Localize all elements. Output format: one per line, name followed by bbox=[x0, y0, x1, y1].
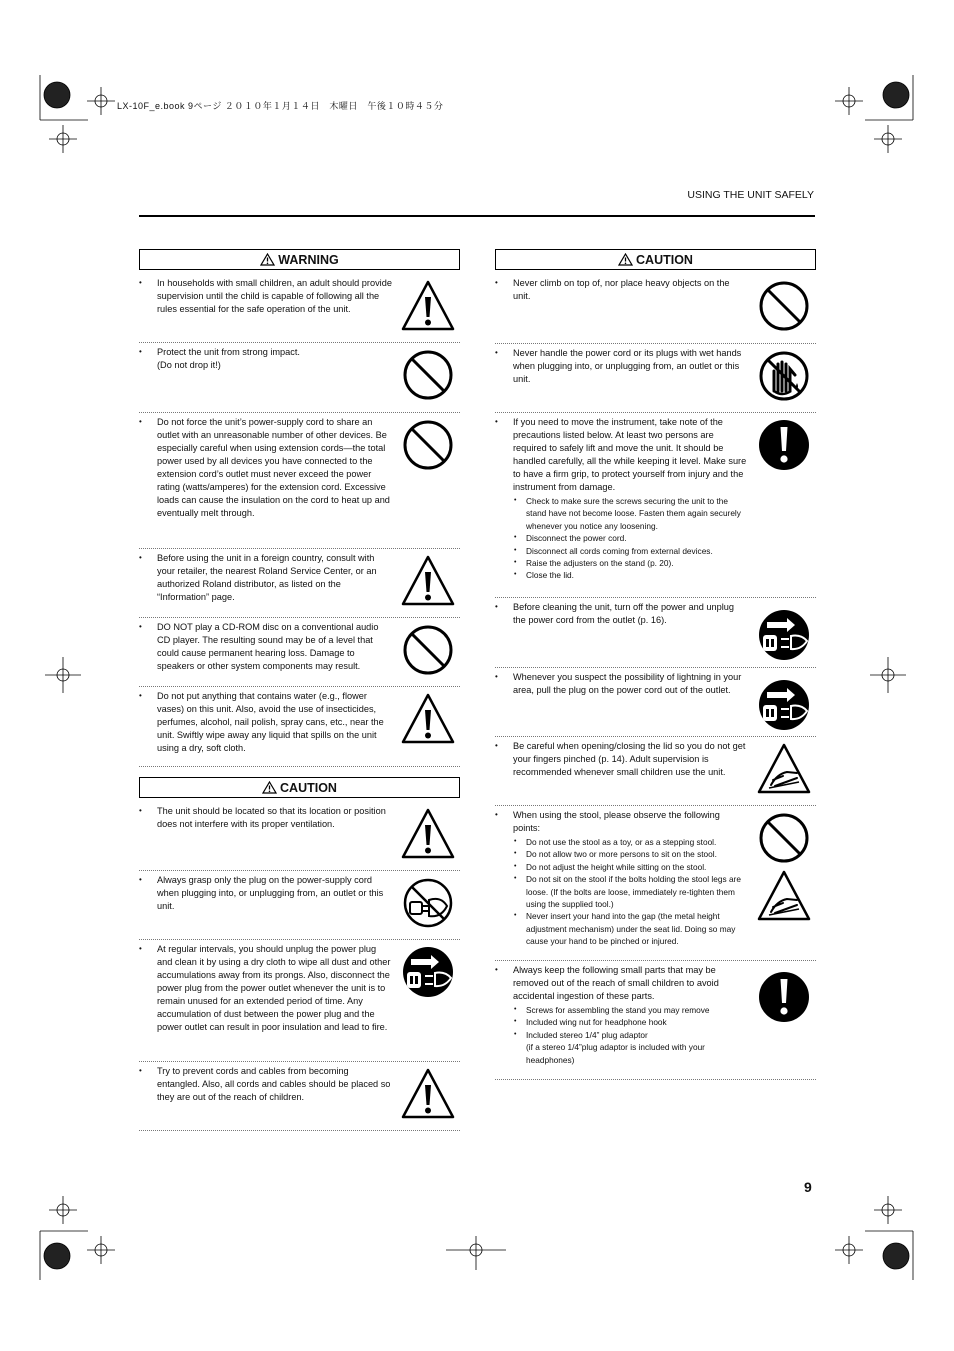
right-column bbox=[495, 249, 816, 1080]
list-item bbox=[139, 1062, 460, 1131]
prohibition-icon bbox=[401, 623, 455, 677]
item-text bbox=[513, 740, 749, 779]
bullet: • bbox=[139, 691, 142, 700]
pinch-hazard-icon bbox=[757, 742, 811, 796]
sub-list-item: • Do not sit on the stool if the bolts holding the stool legs are loose. (If the bolts are loose, immediately re-tighten them using the supplied tool.) bbox=[513, 873, 749, 910]
item-text bbox=[513, 809, 749, 948]
bullet: • bbox=[495, 602, 498, 611]
warning-triangle-icon bbox=[260, 253, 275, 266]
item-text bbox=[157, 943, 393, 1034]
item-text bbox=[513, 277, 749, 303]
item-text bbox=[157, 416, 393, 520]
item-text bbox=[157, 552, 393, 604]
bullet: • bbox=[495, 417, 498, 426]
list-item bbox=[139, 871, 460, 940]
bullet: • bbox=[495, 278, 498, 287]
caution-label: CAUTION bbox=[636, 252, 693, 267]
bullet: • bbox=[495, 741, 498, 750]
page-number: 9 bbox=[804, 1179, 812, 1195]
list-item bbox=[139, 413, 460, 549]
item-paragraph: When using the stool, please observe the following points: bbox=[513, 810, 720, 833]
triangle-exclamation-icon bbox=[401, 807, 455, 861]
sub-list-item: • Never insert your hand into the gap (the metal height adjustment mechanism) under the seat lid. Doing so may cause your hand to be pinched or injured. bbox=[513, 910, 749, 947]
item-paragraph: In households with small children, an adult should provide supervision until the child is capable of following all the rules essential for the safe operation of the unit. bbox=[157, 278, 392, 314]
warning-triangle-icon bbox=[618, 253, 633, 266]
item-paragraph: Always grasp only the plug on the power-supply cord when plugging into, or unplugging from, an outlet or this unit. bbox=[157, 875, 384, 911]
list-item bbox=[495, 344, 816, 413]
triangle-exclamation-icon bbox=[401, 554, 455, 608]
warning-triangle-icon bbox=[262, 781, 277, 794]
mandatory-exclamation-icon bbox=[757, 418, 811, 472]
list-item bbox=[139, 618, 460, 687]
header-rule bbox=[139, 215, 815, 217]
bullet: • bbox=[495, 965, 498, 974]
item-paragraph: Never handle the power cord or its plugs with wet hands when plugging into, or unplugging from, an outlet or this unit. bbox=[513, 348, 742, 384]
sub-list-item: • Included stereo 1/4” plug adaptor (if a stereo 1/4”plug adaptor is included with your headphones) bbox=[513, 1029, 749, 1066]
prohibition-icon bbox=[401, 418, 455, 472]
bullet: • bbox=[139, 278, 142, 287]
warning-label: WARNING bbox=[278, 252, 339, 267]
left-column bbox=[139, 249, 460, 1131]
bullet: • bbox=[139, 622, 142, 631]
bullet: • bbox=[139, 553, 142, 562]
sub-list-item: • Disconnect all cords coming from external devices. bbox=[513, 545, 749, 557]
item-text bbox=[157, 1065, 393, 1104]
triangle-exclamation-icon bbox=[401, 279, 455, 333]
sub-list-item: • Do not adjust the height while sitting on the stool. bbox=[513, 861, 749, 873]
list-item bbox=[495, 413, 816, 598]
no-wet-hands-icon bbox=[757, 349, 811, 403]
item-paragraph: Whenever you suspect the possibility of lightning in your area, pull the plug on the power cord out of the outlet. bbox=[513, 672, 742, 695]
bullet: • bbox=[139, 347, 142, 356]
item-text bbox=[157, 346, 393, 372]
caution-header-left bbox=[139, 777, 460, 798]
list-item bbox=[139, 343, 460, 413]
list-item bbox=[495, 961, 816, 1080]
bullet: • bbox=[139, 875, 142, 884]
triangle-exclamation-icon bbox=[401, 1067, 455, 1121]
item-text bbox=[157, 805, 393, 831]
bullet: • bbox=[139, 1066, 142, 1075]
item-paragraph: At regular intervals, you should unplug the power plug and clean it by using a dry cloth to wipe all dust and other accumulations away from its prongs. Also, disconnect the power plug from the power outlet whenever the unit is to remain unused for an extended period of time. Any accumulation of dust between the power plug and the power outlet can result in poor insulation and lead to fire. bbox=[157, 944, 391, 1032]
sub-list bbox=[513, 836, 749, 948]
bullet: • bbox=[139, 806, 142, 815]
grasp-plug-icon bbox=[401, 876, 455, 930]
item-paragraph: Never climb on top of, nor place heavy objects on the unit. bbox=[513, 278, 730, 301]
caution-list-left bbox=[139, 802, 460, 1131]
item-text bbox=[513, 671, 749, 697]
list-item bbox=[139, 274, 460, 343]
list-item bbox=[495, 806, 816, 961]
sub-list-item: • Close the lid. bbox=[513, 569, 749, 581]
sub-list-item: • Check to make sure the screws securing the unit to the stand have not become loose. Fasten them again securely whenever you notice any loosening. bbox=[513, 495, 749, 532]
item-text bbox=[513, 964, 749, 1066]
running-header: USING THE UNIT SAFELY bbox=[687, 189, 814, 201]
item-paragraph: Try to prevent cords and cables from becoming entangled. Also, all cords and cables should be placed so they are out of the reach of children. bbox=[157, 1066, 391, 1102]
unplug-icon bbox=[401, 945, 455, 999]
item-paragraph: Protect the unit from strong impact. (Do not drop it!) bbox=[157, 347, 300, 370]
item-text bbox=[513, 601, 749, 627]
item-text bbox=[157, 621, 393, 673]
sub-list-item: • Disconnect the power cord. bbox=[513, 532, 749, 544]
item-paragraph: The unit should be located so that its location or position does not interfere with its proper ventilation. bbox=[157, 806, 386, 829]
unplug-icon bbox=[757, 608, 811, 662]
caution-header-right bbox=[495, 249, 816, 270]
triangle-exclamation-icon bbox=[401, 692, 455, 746]
printer-info-line: LX-10F_e.book 9ページ ２０１０年１月１４日 木曜日 午後１０時４５分 bbox=[117, 101, 444, 111]
warning-list bbox=[139, 274, 460, 767]
item-text bbox=[157, 277, 393, 316]
item-paragraph: Do not force the unit’s power-supply cord to share an outlet with an unreasonable number of other devices. Be especially careful when using extension cords—the total power used by all devices you have connected to the extension cord’s outlet must never exceed the power rating (watts/amperes) for the extension cord. Excessive loads can cause the insulation on the cord to heat up and eventually melt through. bbox=[157, 417, 390, 518]
sub-list-item: • Do not use the stool as a toy, or as a stepping stool. bbox=[513, 836, 749, 848]
sub-list bbox=[513, 1004, 749, 1066]
list-item bbox=[139, 802, 460, 871]
caution-list-right bbox=[495, 274, 816, 1080]
item-text bbox=[157, 874, 393, 913]
caution-label: CAUTION bbox=[280, 780, 337, 795]
prohibition-icon bbox=[401, 348, 455, 402]
warning-header bbox=[139, 249, 460, 270]
sub-list bbox=[513, 495, 749, 582]
pinch-hazard-icon bbox=[757, 869, 811, 923]
bullet: • bbox=[495, 672, 498, 681]
list-item bbox=[495, 737, 816, 806]
item-text bbox=[513, 347, 749, 386]
list-item bbox=[139, 940, 460, 1062]
list-item bbox=[495, 598, 816, 668]
bullet: • bbox=[495, 348, 498, 357]
prohibition-icon bbox=[757, 279, 811, 333]
bullet: • bbox=[139, 944, 142, 953]
item-paragraph: Be careful when opening/closing the lid so you do not get your fingers pinched (p. 14). Adult supervision is recommended whenever small children use the unit. bbox=[513, 741, 746, 777]
item-paragraph: DO NOT play a CD-ROM disc on a conventional audio CD player. The resulting sound may be of a level that could cause permanent hearing loss. Damage to speakers or other system components may result. bbox=[157, 622, 379, 671]
item-text bbox=[157, 690, 393, 755]
bullet: • bbox=[139, 417, 142, 426]
item-paragraph: Always keep the following small parts that may be removed out of the reach of small children to avoid accidental ingestion of these parts. bbox=[513, 965, 719, 1001]
mandatory-exclamation-icon bbox=[757, 970, 811, 1024]
bullet: • bbox=[495, 810, 498, 819]
item-text bbox=[513, 416, 749, 582]
sub-list-item: • Screws for assembling the stand you may remove bbox=[513, 1004, 749, 1016]
unplug-icon bbox=[757, 678, 811, 732]
sub-list-item: • Included wing nut for headphone hook bbox=[513, 1016, 749, 1028]
list-item bbox=[139, 687, 460, 767]
list-item bbox=[495, 668, 816, 737]
item-paragraph: Before cleaning the unit, turn off the power and unplug the power cord from the outlet (p. 16). bbox=[513, 602, 734, 625]
list-item bbox=[139, 549, 460, 618]
sub-list-item: • Do not allow two or more persons to sit on the stool. bbox=[513, 848, 749, 860]
sub-list-item: • Raise the adjusters on the stand (p. 20). bbox=[513, 557, 749, 569]
prohibition-icon bbox=[757, 811, 811, 865]
list-item bbox=[495, 274, 816, 344]
item-paragraph: Before using the unit in a foreign country, consult with your retailer, the nearest Roland Service Center, or an authorized Roland distributor, as listed on the “Information” page. bbox=[157, 553, 377, 602]
item-paragraph: Do not put anything that contains water (e.g., flower vases) on this unit. Also, avoid the use of insecticides, perfumes, alcohol, nail polish, spray cans, etc., near the unit. Swiftly wipe away any liquid that spills on the unit using a dry, soft cloth. bbox=[157, 691, 384, 753]
item-paragraph: If you need to move the instrument, take note of the precautions listed below. At least two persons are required to safely lift and move the unit. It should be handled carefully, all the while keeping it level. Make sure to have a firm grip, to protect yourself from injury and the instrument from damage. bbox=[513, 417, 747, 492]
